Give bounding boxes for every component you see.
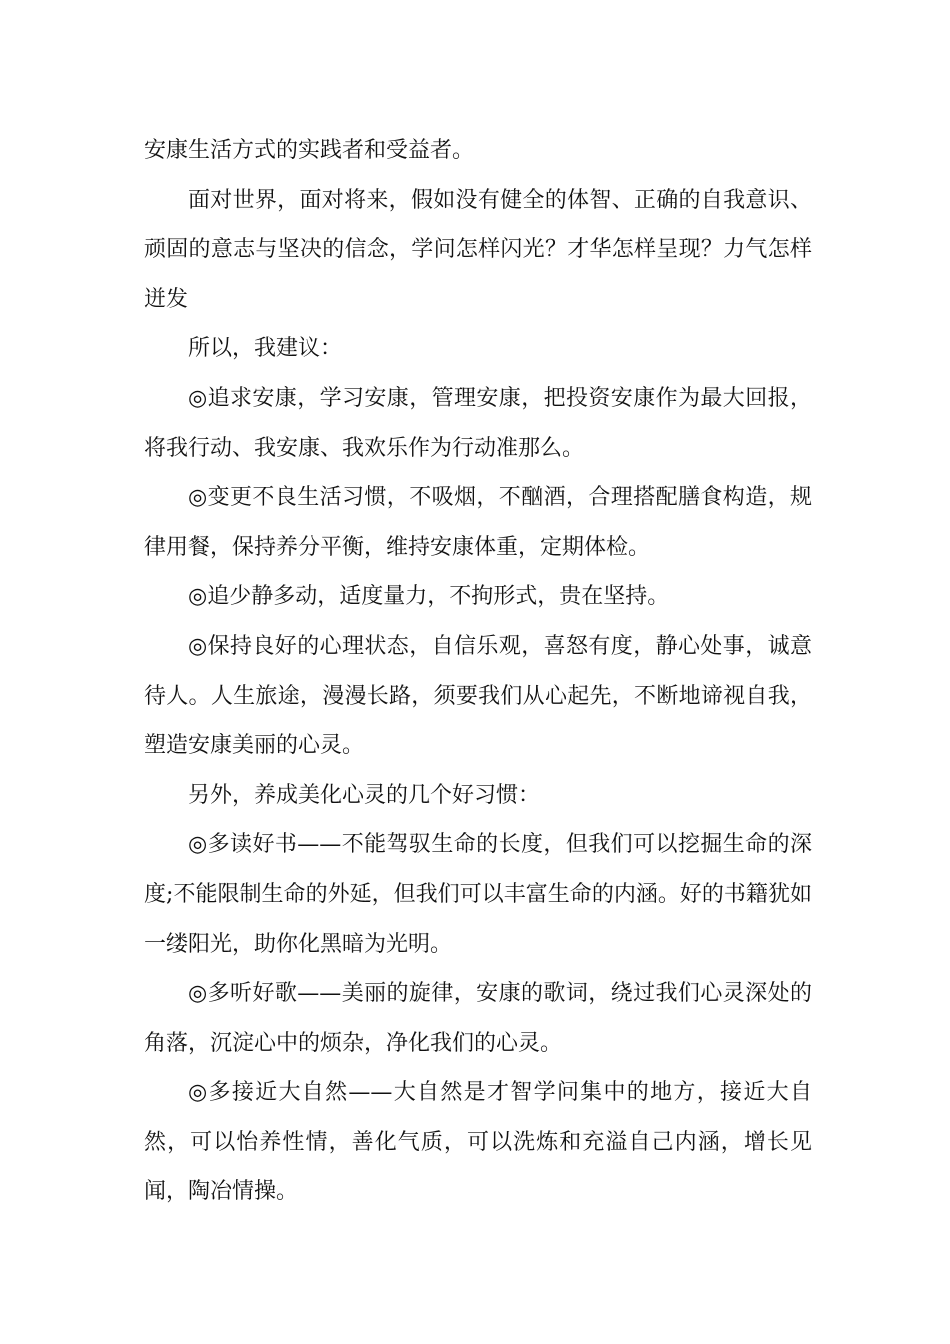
paragraph-read-books: ◎多读好书——不能驾驭生命的长度，但我们可以挖掘生命的深度;不能限制生命的外延，但我们可以丰富生命的内涵。好的书籍犹如一缕阳光，助你化黑暗为光明。 — [144, 832, 812, 957]
paragraph-continuation: 安康生活方式的实践者和受益者。 — [144, 138, 475, 163]
paragraph-listen-songs: ◎多听好歌——美丽的旋律，安康的歌词，绕过我们心灵深处的角落，沉淀心中的烦杂，净化我们的心灵。 — [144, 981, 812, 1056]
paragraph-pursue-health: ◎追求安康，学习安康，管理安康，把投资安康作为最大回报，将我行动、我安康、我欢乐作为行动准那么。 — [144, 385, 812, 461]
paragraph-change-habits: ◎变更不良生活习惯，不吸烟，不酗酒，合理搭配膳食构造，规律用餐，保持养分平衡，维持安康体重，定期体检。 — [144, 485, 812, 560]
paragraph-good-habits-intro: 另外，养成美化心灵的几个好习惯： — [188, 782, 541, 808]
paragraph-nature: ◎多接近大自然——大自然是才智学问集中的地方，接近大自然，可以怡养性情，善化气质，可以洗炼和充溢自己内涵，增长见闻，陶冶情操。 — [144, 1080, 812, 1205]
document-body — [144, 126, 812, 1217]
paragraph-exercise: ◎追少静多动，适度量力，不拘形式，贵在坚持。 — [188, 584, 670, 610]
paragraph-suggestion-intro: 所以，我建议： — [188, 336, 343, 362]
paragraph-face-the-world: 面对世界，面对将来，假如没有健全的体智、正确的自我意识、顽固的意志与坚决的信念，学问怎样闪光？才华怎样呈现？力气怎样迸发 — [144, 187, 812, 312]
paragraph-mental-state: ◎保持良好的心理状态，自信乐观，喜怒有度，静心处事，诚意待人。人生旅途，漫漫长路，须要我们从心起先，不断地谛视自我，塑造安康美丽的心灵。 — [144, 633, 812, 759]
